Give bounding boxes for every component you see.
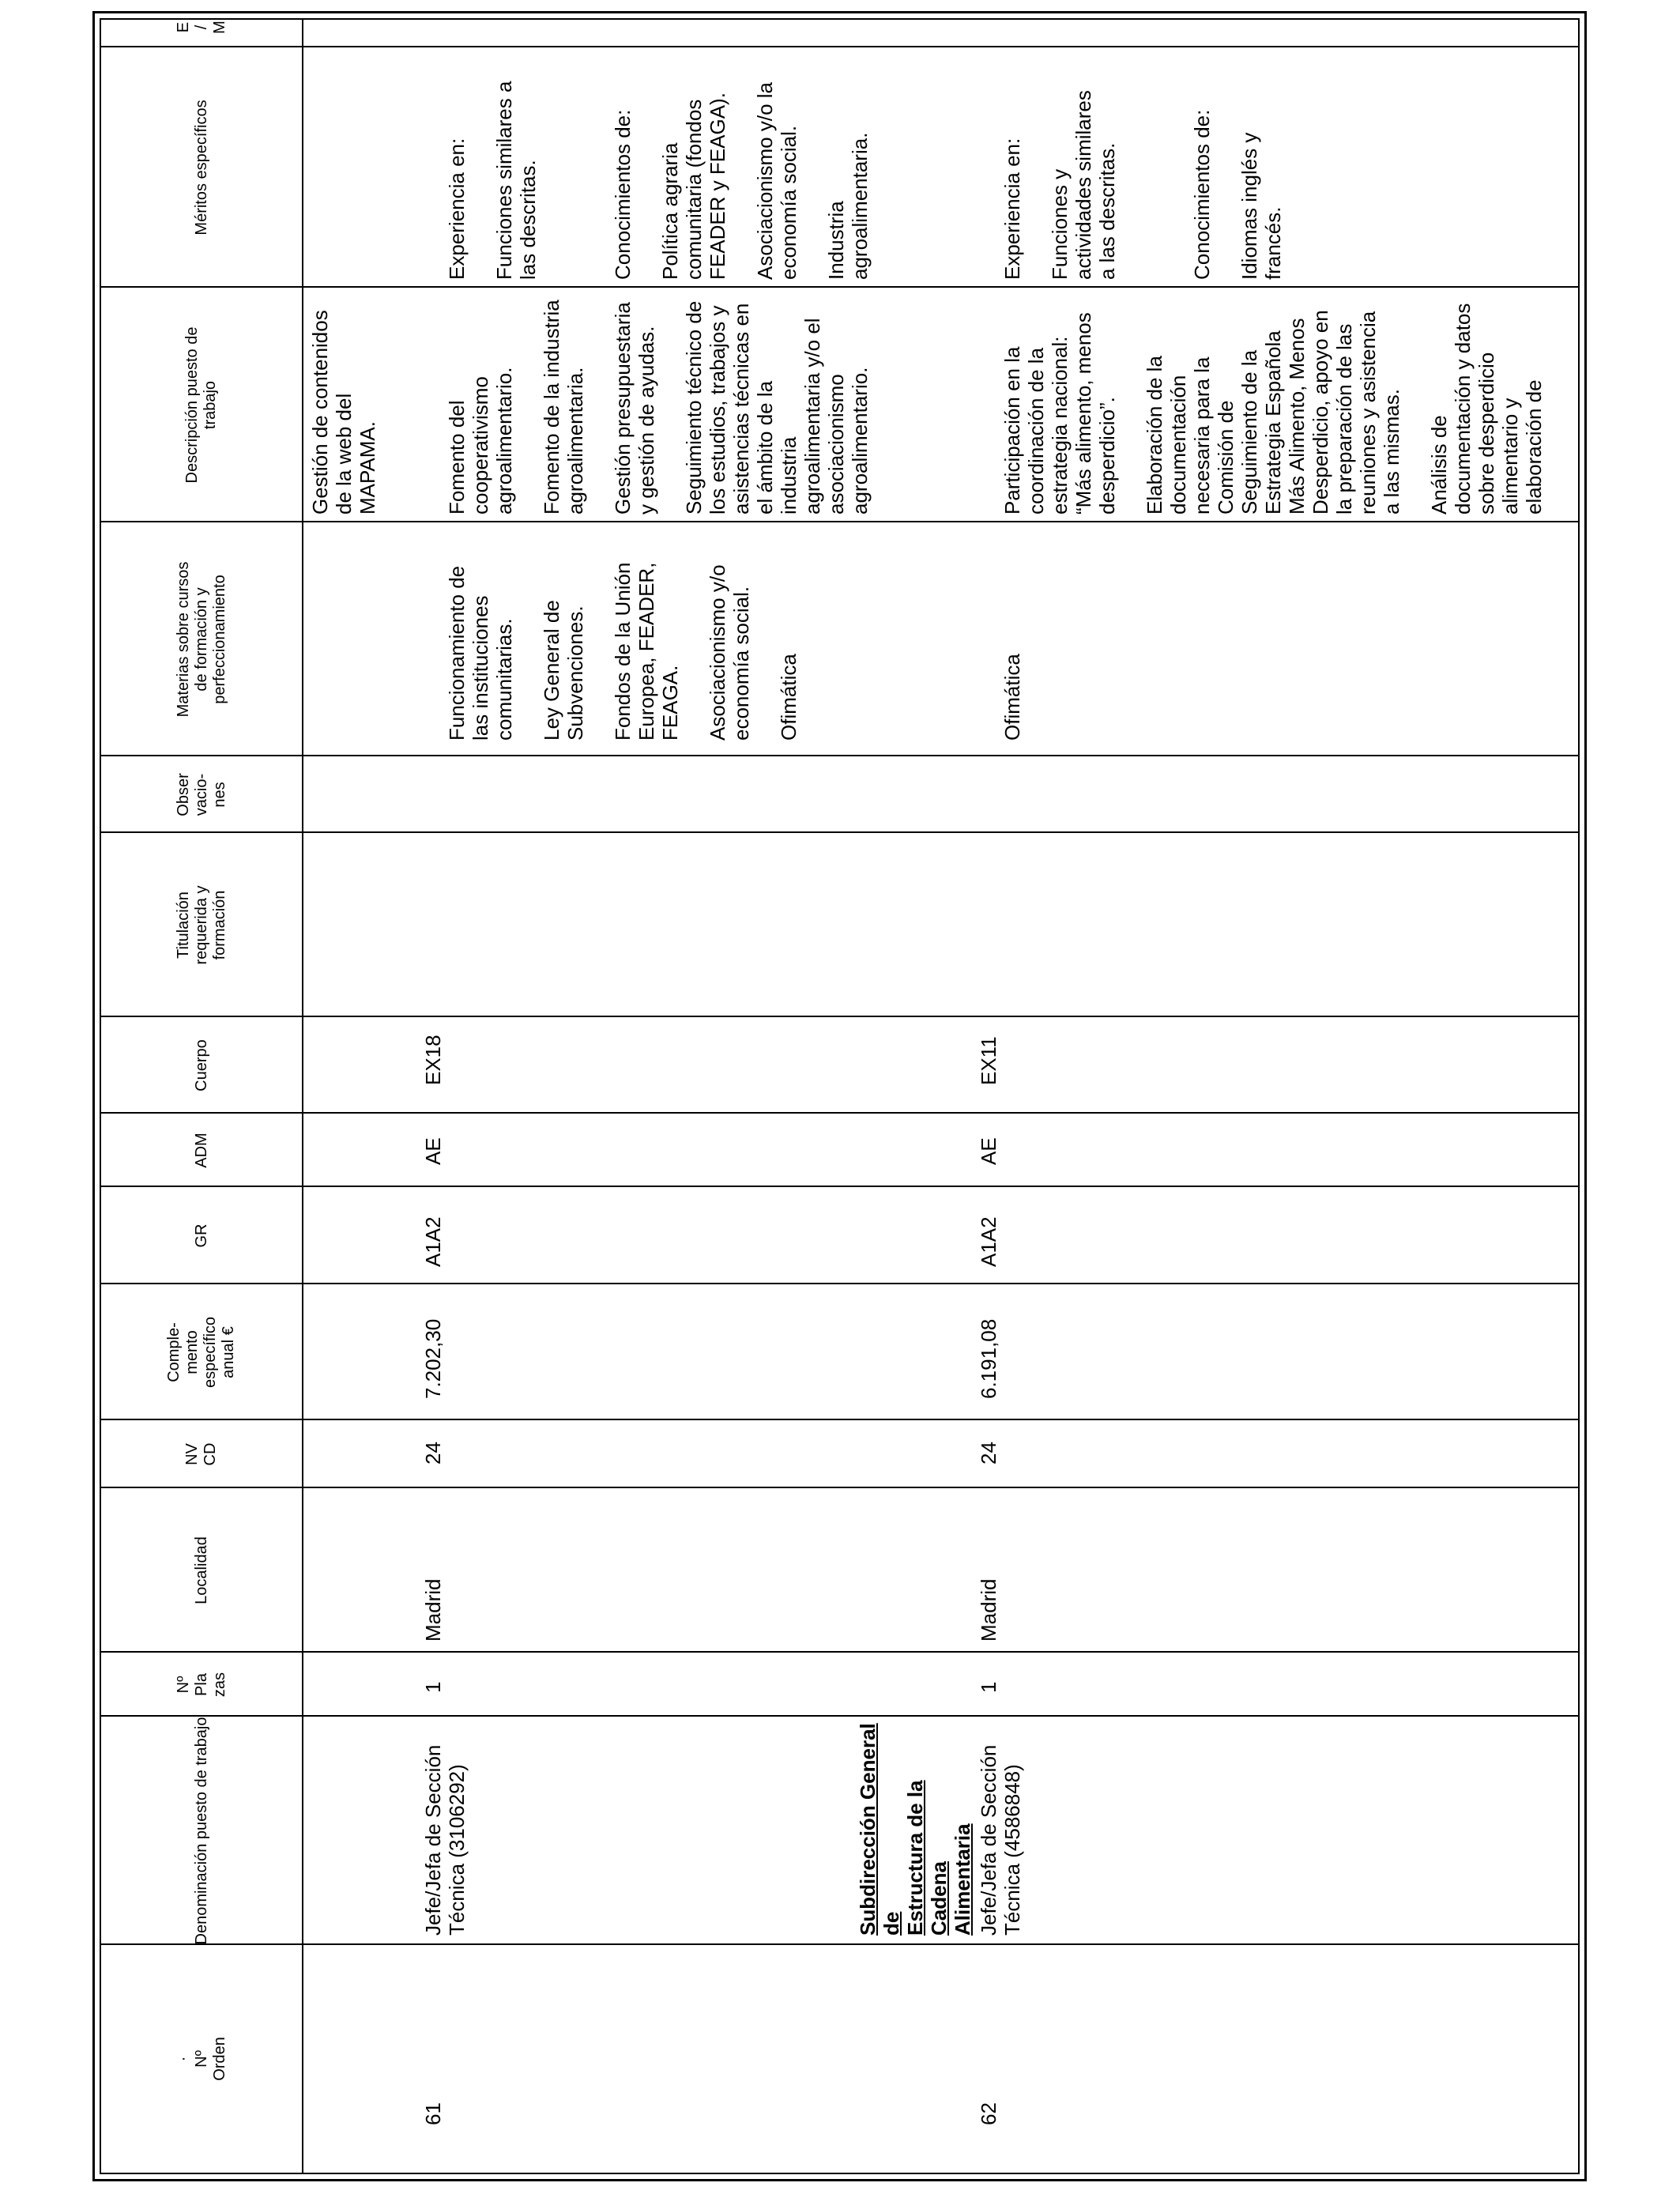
col-divider	[101, 831, 1578, 833]
descripcion-item: Análisis de documentación y datos sobre desperdicio alimentario y elaboración de	[1427, 303, 1546, 515]
descripcion-item: Fomento de la industria agroalimentaria.	[540, 300, 587, 515]
nivel-cell: 24	[977, 1442, 1000, 1465]
col-divider	[101, 1715, 1578, 1717]
materia-item: Ofimática	[777, 654, 800, 741]
section-heading: Subdirección General de Estructura de la Cadena Alimentaria	[856, 1723, 974, 1936]
header-observaciones: Obser vacio- nes	[174, 773, 228, 816]
header-em: E / M	[174, 21, 228, 34]
header-materias: Materias sobre cursos de formación y perfeccionamiento	[174, 561, 228, 718]
header-divider	[302, 20, 303, 2173]
merito-item: Asociacionismo y/o la economía social.	[753, 82, 800, 280]
merito-item	[1143, 49, 1166, 280]
materia-item: Ley General de Subvenciones.	[540, 600, 587, 741]
complemento-cell: 6.191,08	[977, 1318, 1000, 1399]
nivel-cell: 24	[421, 1442, 445, 1465]
plazas-cell: 1	[977, 1681, 1000, 1693]
col-divider	[101, 46, 1578, 47]
materias-cell	[421, 523, 824, 741]
merito-item: Experiencia en:	[1000, 138, 1024, 280]
header-complemento: Comple- mento específico anual €	[165, 1316, 237, 1389]
col-divider	[101, 1651, 1578, 1653]
plazas-cell: 1	[421, 1681, 445, 1693]
grupo-cell: A1A2	[977, 1216, 1000, 1267]
merito-item: Conocimientos de:	[611, 109, 635, 280]
materia-item: Asociacionismo y/o economía social.	[706, 564, 753, 741]
orden-cell: 62	[977, 2102, 1000, 2125]
denominacion-cell: Jefe/Jefa de Sección Técnica (3106292)	[421, 1744, 469, 1936]
header-nivel: NV CD	[183, 1442, 219, 1466]
descripcion-cell	[977, 289, 1569, 515]
col-divider	[101, 1186, 1578, 1187]
cuerpo-cell: EX11	[977, 1036, 1000, 1085]
complemento-cell: 7.202,30	[421, 1318, 445, 1399]
merito-item: Funciones y actividades similares a las descritas.	[1048, 90, 1119, 280]
header-orden: · Nº Orden	[174, 2037, 228, 2081]
merito-item: Política agraria comunitaria (fondos FEADER y FEAGA).	[658, 92, 729, 280]
materias-cell	[977, 523, 1048, 741]
header-plazas: Nº Pla zas	[174, 1672, 228, 1698]
materia-item: Funcionamiento de las instituciones comunitarias.	[445, 565, 516, 741]
table-frame	[92, 11, 1587, 2181]
materia-item: Ofimática	[1000, 654, 1024, 741]
description-continuation: Gestión de contenidos de la web del MAPAMA.	[308, 310, 379, 515]
descripcion-item: Fomento del cooperativismo agroalimentario.	[445, 367, 516, 515]
header-cuerpo: Cuerpo	[192, 1039, 210, 1091]
descripcion-item: Gestión presupuestaria y gestión de ayudas.	[611, 302, 658, 515]
merito-item: Industria agroalimentaria.	[824, 132, 872, 280]
localidad-cell: Madrid	[977, 1578, 1000, 1642]
orden-cell: 61	[421, 2102, 445, 2125]
header-localidad: Localidad	[192, 1536, 210, 1604]
col-divider	[101, 1943, 1578, 1945]
descripcion-item: Participación en la coordinación de la estrategia nacional: “Más alimento, menos desperdicio”.	[1000, 312, 1119, 515]
denominacion-cell: Jefe/Jefa de Sección Técnica (4586848)	[977, 1744, 1024, 1936]
col-divider	[101, 1419, 1578, 1420]
meritos-cell	[977, 49, 1309, 280]
meritos-cell	[421, 49, 895, 280]
merito-item	[563, 49, 587, 280]
cuerpo-cell: EX18	[421, 1035, 445, 1085]
descripcion-item: Elaboración de la documentación necesaria para la Comisión de Seguimiento de la Estrategia Española Más Alimento, Menos Desperdicio, apoyo en la preparación de las reuniones y asistencia a las mismas.	[1143, 310, 1403, 515]
table	[100, 18, 1580, 2174]
col-divider	[101, 1283, 1578, 1284]
col-divider	[101, 521, 1578, 522]
col-divider	[101, 1016, 1578, 1017]
adm-cell: AE	[421, 1137, 445, 1165]
col-divider	[101, 1487, 1578, 1488]
descripcion-cell	[421, 289, 895, 515]
materia-item: Fondos de la Unión Europea, FEADER, FEAGA.	[611, 562, 682, 741]
header-adm: ADM	[192, 1133, 210, 1168]
col-divider	[101, 1112, 1578, 1114]
header-meritos: Méritos específicos	[192, 100, 210, 236]
merito-item: Conocimientos de:	[1190, 109, 1214, 280]
col-divider	[101, 755, 1578, 756]
localidad-cell: Madrid	[421, 1578, 445, 1642]
merito-item: Funciones similares a las descritas.	[492, 81, 540, 280]
header-descripcion: Descripción puesto de trabajo	[183, 326, 219, 484]
header-titulacion: Titulación requerida y formación	[174, 885, 228, 965]
merito-item: Experiencia en:	[445, 138, 469, 280]
adm-cell: AE	[977, 1137, 1000, 1165]
grupo-cell: A1A2	[421, 1216, 445, 1267]
merito-item: Idiomas inglés y francés.	[1237, 132, 1285, 280]
header-denominacion: Denominación puesto de trabajo	[192, 1717, 210, 1945]
descripcion-item: Seguimiento técnico de los estudios, trabajos y asistencias técnicas en el ámbito de la industria agroalimentaria y/o el asociacionismo agroalimentario.	[682, 300, 872, 515]
header-grupo: GR	[192, 1223, 210, 1248]
